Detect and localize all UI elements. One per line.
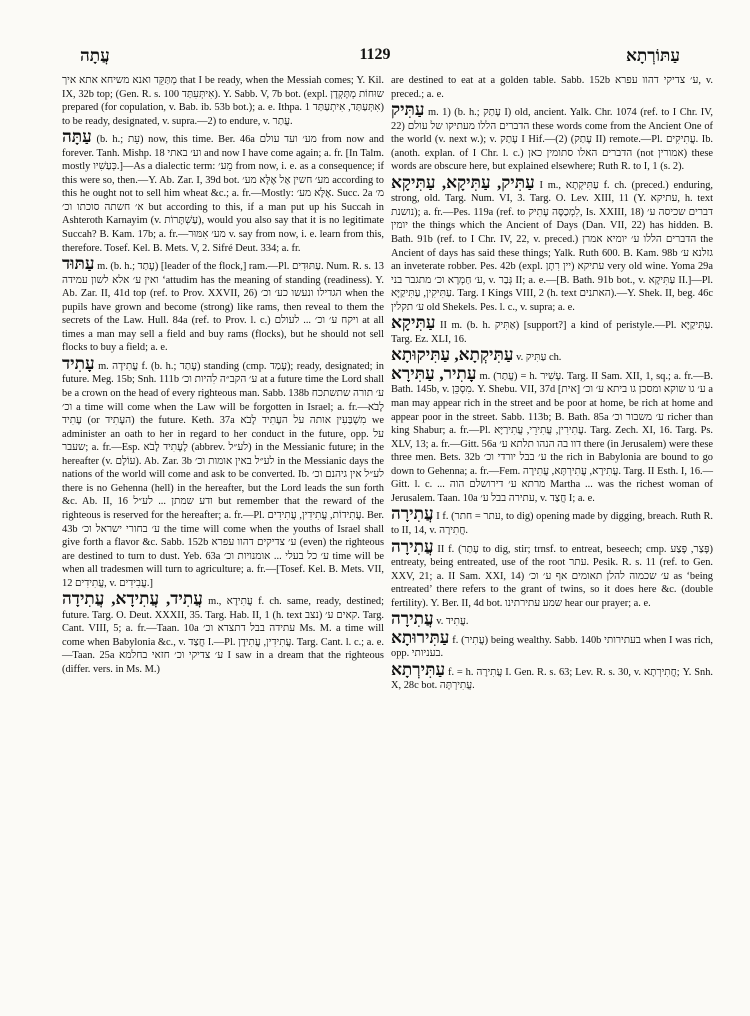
entry <box>62 128 384 255</box>
entry-headword: עָתִיד <box>62 353 95 373</box>
entry-text: v. עַתִּיק ch. <box>516 352 562 364</box>
entry <box>391 629 713 661</box>
running-head-right: עַתּוֹרְתָא <box>626 46 680 65</box>
entry-headword: עַתּוּד <box>62 254 95 274</box>
entry-headword: עָתִיר, עַתִּירָא <box>391 363 477 383</box>
entry-headword: עֲתִירָה <box>391 536 434 556</box>
entry-headword: עַתִּיקָא <box>391 313 436 333</box>
entry <box>391 505 713 537</box>
right-column <box>391 74 713 693</box>
entry-headword: עֲתִיד, עֲתִידָא, עֲתִידָה <box>62 589 203 609</box>
running-head <box>60 46 690 70</box>
entry <box>391 610 713 629</box>
entry <box>62 355 384 590</box>
entry <box>391 365 713 505</box>
entry-text: I m., עַתִּיקְתָא f. ch. (preced.) enduring, strong, old. Targ. Num. VI, 3. Targ. O. Lev. XIII, 11 (Y. עתיקא, h. text נושנת); a. fr.—Pes. 119a (ref. to לִמְכַסֶּה עָתִיק, Is. XXIII, 18) דברים שכיסה ע׳ יומין the things which the Ancient of Days (Dan. VII, 22) has hidden. B. Bath. 91b (ref. to I Chr. IV, 22, v. preced.) הדברים הללו ע׳ יומיא אמרן the Ancient of days has said these things; Yalk. Ruth 600. B. Kam. 98b גזלנא ע׳ an inveterate robber. Pes. 42b (expl. יין רִתָן) עתיקא very old wine. Yoma 29a ע׳ חַמְרָא וכ׳ מתגבר בני, v. גְּבַר II; a. e.—[B. Bath. 91b bot., v. עַתִּיקָא II.]—Pl. עַתִּיקִין, עַתִּיקַיָּא. Targ. I Kings VIII, 2 (h. text האתנים).—Y. Shek. II, beg. 46c ע׳ תקלין old Shekels. Pes. l. c., v. supra; a. e. <box>391 179 714 313</box>
entry-text: f. = h. עֲתִירָה I. Gen. R. s. 63; Lev. R. s. 30, v. חֲתִירְתָא; Y. Snh. X, 28c bot. עֲתִירְתָּה. <box>391 666 713 692</box>
entry-text: I f. (עתר = חתר, to dig) opening made by digging, breach. Ruth R. to II, 14, v. חֲתִירָה. <box>391 511 713 536</box>
entry <box>391 661 713 693</box>
entry <box>391 74 713 101</box>
entry <box>391 346 713 365</box>
entry <box>391 101 713 174</box>
entry-text: (b. h.; עֵת) now, this time. Ber. 46a מע׳ ועד עולם from now and forever. Tanh. Mishp. 18 וע׳ באתי and now I have come again; a. fr. [In Talm. mostly כְּעַשִׁיו.]—As a dialectic term: מֵע׳ from now, i. e. as a consequence; if this were so, then.—Y. Ab. Zar. I, 39d bot. מע׳ חשין אַל אֶלָּא מע׳ according to this he ought not to sell him wheat &c.; a. fr.—Mostly: אֶלָּא מע׳. Succ. 2a מ׳ א׳ חשתה סוכתו וכ׳ but according to this, if a man put up his Succah in Ashteroth Karnayim (v. עַשְׁתָּרוֹת), would you also say that it is no legitimate Succah? B. Kam. 17b; a. fr.—מע׳ אִמּוּר v. say from now, i. e. learn from this, therefore. Tosef. Kel. B. Mets. V, 2. Sifré Deut. 334; a. fr. <box>62 134 385 254</box>
entry-text: II m. (b. h. אַתִּיק) [support?] a kind of peristyle.—Pl. עַתִּיקַיָּא. Targ. Ez. XLI, 16. <box>391 320 713 345</box>
entry-text: m. עֲתִידָה f. (b. h.; עָתַד) standing (cmp. עָמַד); ready, designated; in future. Meg. 15b; Snh. 111b ע׳ הקב״ה לִהיות וכ׳ at a future time the Lord shall be a crown on the head of every righteous man. Sabb. 138b ע׳ תורה שתשתכח וכ׳ a time will come when the Law will be forgotten in Israel; a. fr.—לָבֹא עָתִיד (or העָתִיד) the future. Keth. 37a מִשְׁבַּעִין אותה על העָתִיד לָבֹא we administer an oath to her in regard to her conduct in the future, opp. על שעבר; a. fr.—Esp. לֶעָתִיד לָבֹא (abbrev. לע״ל) in the Messianic future; in the hereafter (v. עוֹלָם). Ab. Zar. 3b לע״ל באין אומות וכ׳ in the Messianic days the nations of the world will come and ask to be converted. Ib. לע״ל אין גיהנם וכ׳ there is no Gehenna (hell) in the hereafter, but the Lord leads the sun forth &c. Ab. II, 16 ודע שמתן ... לע״ל but remember that the reward of the righteous is reserved for the hereafter; a. fr.—Pl. עֲתִידוֹת, עֲתִידִין, עֲתִידִים. Ber. 43b ע׳ בחורי ישראל וכ׳ the time will come when the youths of Israel shall give forth a flavor &c. Sabb. 152b ע׳ צדיקים דהוו עפרא (even) the righteous are destined to turn to dust. Yeb. 63a ע׳ כל בעלי ... אומנויות וכ׳ time will be when all tradesmen will turn to agriculture; a. fr.—[Tosef. Kel. B. Mets. VII, 12 עֲתִידִים, v. עֲבִידִים.] <box>62 360 385 589</box>
entry-text: מְתַּקֵּד ואנא משיחא אתא איך that I be ready, when the Messiah comes; Y. Kil. IX, 32b top; (Gen. R. s. 100 אִיתְּעִתַּד). Y. Sabb. V, 7b bot. (expl. שוּחוֹת מְתָּקְדָן prepared (for copulation, v. Bab. ib. 53b bot.); a. e. Ithpa. אִתְּעַתַּד, אִיתְעַתַּד 1) to be ready, designated, v. supra.—2) to endure, v. עֲתַר. <box>62 75 385 127</box>
entry-headword: עַתִּירוּתָא <box>391 627 450 647</box>
entry <box>62 74 384 128</box>
entry <box>62 590 384 676</box>
entry-headword: עַתִּיק, עַתִּיקָא, עַתִּיקָא <box>391 172 535 192</box>
entry <box>391 174 713 314</box>
entry-headword: עֲתִירָה <box>391 504 434 524</box>
entry-text: II f. (עָתַר to dig, stir; trnsf. to entreat, beseech; cmp. פָּצַר, פָּצַע) entreaty, being entreated, use of the root עתר. Pesik. R. s. 11 (ref. to Gen. XXV, 21; a. II Sam. XXI, 14) ע׳ שכמוה להלן תאומים אף ע׳ וכ׳ as ‘being entreated’ there refers to the grant of twins, so it does here &c. (double fertility). Y. Ber. II, 4d bot. שמע עתירתינו hear our prayer; a. e. <box>391 543 713 609</box>
entry-text: m. (עֲתַר) = h. עָשִׁיר. Targ. II Sam. XII, 1, sq.; a. fr.—B. Bath. 145b, v. מִסְכֵּן. Y. Shebu. VII, 37d ע׳ גו שוקא ומסכן גו ביתא ע׳ וכ׳ [אית] a man may appear rich in the street and be poor at home, be rich at home and appear poor in the street. Sabb. 113b; B. Bath. 85a ע׳ משבור וכ׳ richer than king Shabur; a. fr.—Pl. עֲתִירִין, עֲתִירֵי, עֲתִירַיָּא. Targ. Zech. XI, 16. Targ. Ps. XLV, 13; a. fr.—Gitt. 56a דוו בה הנהו תלתא ע׳ there (in Jerusalem) were these three men. Bets. 32b ע׳ בבל יורדי וכ׳ the rich in Babylonia are bound to go down to Gehenna; a. fr.—Fem. עֲתִירָא, עֲתִירְתָּא, עֲתִירָה. Targ. II Esth. I, 16.—Gitt. l. c. ... מרתא ע׳ דירושלם הוה Martha ... was the richest woman of Jerusalem. Taan. 10a עתירה בבל ע׳, v. חֲצַד I; a. e. <box>391 370 714 504</box>
entry-text: are destined to eat at a golden table. Sabb. 152b ע׳ צדיקי דהוו עפרא, v. preced.; a. e. <box>391 75 713 100</box>
page-number: 1129 <box>359 46 391 63</box>
entry-headword: עַתִּירְתָא <box>391 659 446 679</box>
entry <box>391 538 713 611</box>
entry-text: m. (b. h.; עָתַד) [leader of the flock,] ram.—Pl. עַתּוּדִים. Num. R. s. 13 ואין ע׳ אלא לשון עמידה ʻattudim has the meaning of standing (readiness). Y. Ab. Zar. II, 41d top (ref. to Prov. XXVII, 26) הגדילו ונעשו כע׳ וכ׳ when the pupils have grown and become (strong) like rams, then reveal to them the secrets of the Law. Hull. 84a (ref. to Prov. l. c.) ויקח ע׳ וכ׳ ... לעולם at all times a man may sell a field and buy rams (flocks), but he should not sell flocks to buy a field; a. e. <box>62 261 385 354</box>
entry-text: v. עֲתִיד. <box>436 616 469 628</box>
entry-text: m., עֲתִידָא f. ch. same, ready, destined; future. Targ. O. Deut. XXXII, 35. Targ. Hab. II, 1 (h. text נצב) קאים ע׳. Targ. Cant. VIII, 5; a. fr.—Taan. 10a עתידה בבל דתצדא וכ׳ Ms. M. a time will come when Babylonia &c., v. חֲצַד I.—Pl. עֲתִידִין, עֲתִידָן. Targ. Cant. l. c.; a. e.—Taan. 25a ע׳ צדיקי וכ׳ חזאי בחלמא I saw in a dream that the righteous (differ. vers. in Ms. M.) <box>62 596 384 675</box>
entry <box>391 314 713 346</box>
running-head-left: עֲתָה <box>80 46 110 65</box>
entry-headword: עַתִּיקְתָא, עַתִּיקוּתָא <box>391 345 514 365</box>
entry-text: m. 1) (b. h.; עָתַק I) old, ancient. Yalk. Chr. 1074 (ref. to I Chr. IV, 22) הדברים הללו מעתיקו של עולם these words come from the Ancient One of the world (v. next w.); v. עָתַק I Hif.—(2) (עָתַק II) remote.—Pl. עֲתִיקִים. Ib. (anoth. explan. of I Chr. l. c.) הדברים האלו סתומין כאן (not אמורין) these words are obscure here, but explained elsewhere; Ruth R. to I, 1 (s. 2). <box>391 107 713 173</box>
entry-headword: עַתִּיק <box>391 100 425 120</box>
entry-headword: עֲתִירָה <box>391 609 434 629</box>
entry <box>62 255 384 355</box>
entry-text: f. (עֲתִיר) being wealthy. Sabb. 140b בעתירותי when I was rich, opp. בעניותי. <box>391 634 713 660</box>
left-column <box>62 74 384 677</box>
entry-headword: עַתָּה <box>62 127 92 147</box>
